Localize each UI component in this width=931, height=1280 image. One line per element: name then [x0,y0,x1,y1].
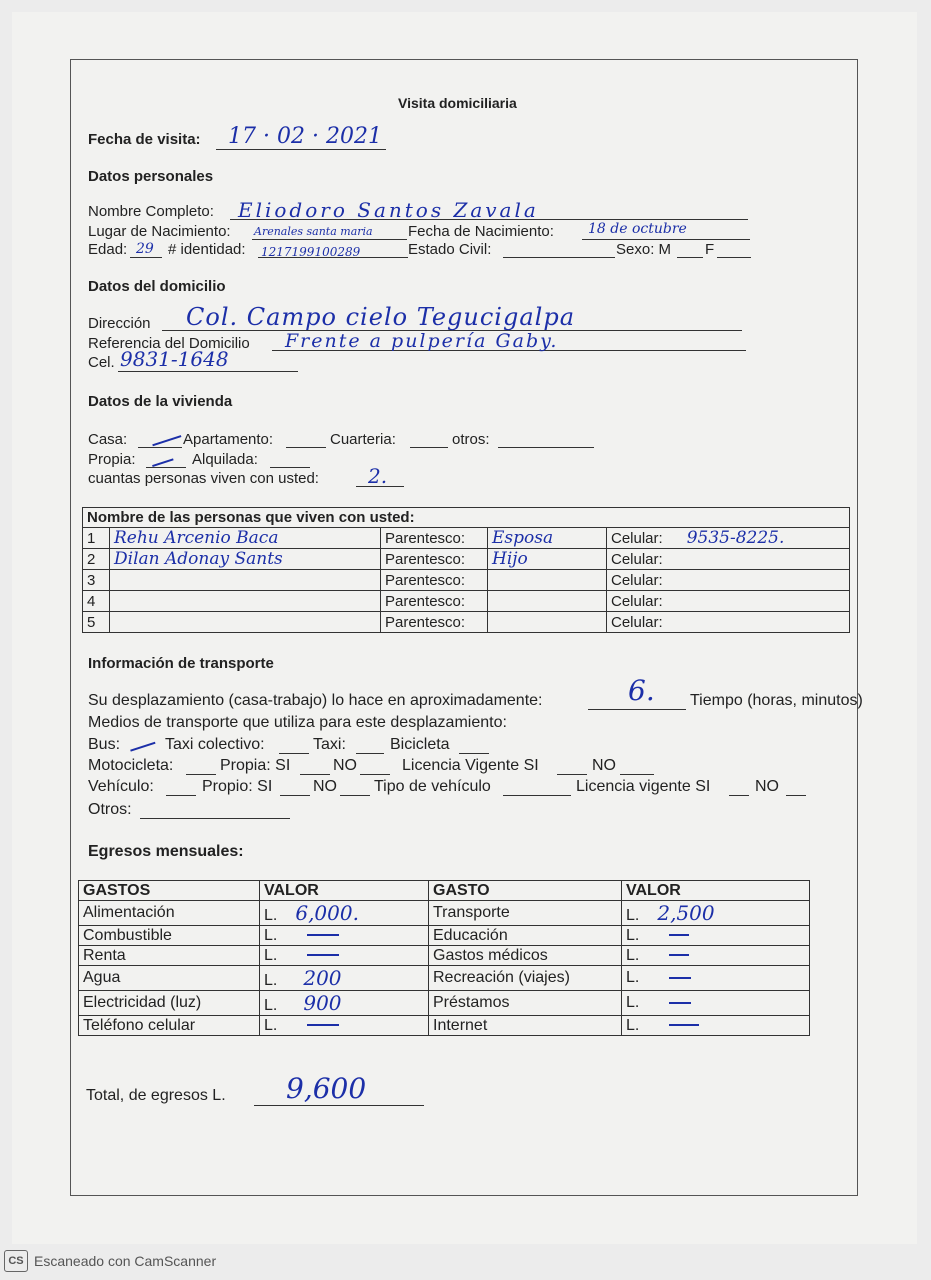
desplazamiento-label: Su desplazamiento (casa-trabajo) lo hace en aproximadamente: [88,692,543,709]
table-row [79,926,810,946]
cuantas-personas-value: 2. [368,464,388,488]
fecha-visita-value: 17 · 02 · 2021 [228,124,382,149]
table-row [83,612,850,633]
gasto-name: Educación [429,926,622,946]
motocicleta-label: Motocicleta: [88,757,174,774]
currency-label: L. [626,926,640,944]
parentesco-label: Parentesco: [385,592,466,610]
currency-label: L. [626,969,640,986]
direccion-label: Dirección [88,315,151,332]
fecha-nacimiento-label: Fecha de Nacimiento: [408,223,554,240]
row-number: 5 [83,612,110,633]
egresos-table [78,880,810,1036]
valor-header: VALOR [622,881,810,901]
gasto-name: Agua [79,966,260,991]
personas-table [82,507,850,633]
edad-value: 29 [136,241,154,257]
row-number: 2 [83,549,110,570]
currency-label: L. [626,946,640,964]
gasto-value: 200 [303,966,342,990]
propia-label: Propia: [88,451,136,468]
identidad-value: 1217199100289 [261,245,361,259]
camscanner-text: Escaneado con CamScanner [34,1253,217,1269]
gasto-name: Combustible [79,926,260,946]
table-row [83,570,850,591]
gasto-name: Alimentación [79,901,260,926]
vehiculo-licencia-no-label: NO [755,778,779,795]
tipo-vehiculo-label: Tipo de vehículo [374,778,491,795]
otros-transporte-label: Otros: [88,801,132,818]
form-title: Visita domiciliaria [398,95,517,111]
cuantas-personas-label: cuantas personas viven con usted: [88,470,319,487]
desplazamiento-value: 6. [628,674,655,707]
gasto-value: 2,500 [657,901,715,925]
lugar-nacimiento-value: Arenales santa maria [254,225,373,238]
currency-label: L. [264,997,278,1014]
moto-propia-label: Propia: SI [220,757,291,774]
fecha-visita-label: Fecha de visita: [88,131,201,148]
gasto-name: Renta [79,946,260,966]
egresos-header-row [79,881,810,901]
celular-label: Celular: [611,572,663,589]
currency-label: L. [264,907,278,924]
personas-header-row [83,508,850,528]
gasto-value: 900 [303,991,342,1015]
empty-value-dash [669,934,689,936]
row-number: 4 [83,591,110,612]
alquilada-label: Alquilada: [192,451,258,468]
casa-label: Casa: [88,431,128,448]
referencia-value: Frente a pulpería Gaby. [285,330,559,352]
estado-civil-label: Estado Civil: [408,241,492,258]
bicicleta-label: Bicicleta [390,736,450,753]
cel-label: Cel. [88,354,115,371]
currency-label: L. [264,926,278,944]
table-row [79,991,810,1016]
parentesco-label: Parentesco: [385,550,466,568]
nombre-value: Eliodoro Santos Zavala [238,198,539,222]
sexo-f-label: F [705,241,715,258]
gasto-name: Electricidad (luz) [79,991,260,1016]
vehiculo-no-label: NO [313,778,337,795]
vehiculo-propio-label: Propio: SI [202,778,273,795]
celular-label: Celular: [611,530,663,547]
parentesco-label: Parentesco: [385,571,466,589]
datos-domicilio-heading: Datos del domicilio [88,278,226,295]
taxi-colectivo-label: Taxi colectivo: [165,736,265,753]
gastos-header: GASTOS [79,881,260,901]
taxi-label: Taxi: [313,736,346,753]
fecha-nacimiento-value: 18 de octubre [588,221,687,237]
medios-transporte-label: Medios de transporte que utiliza para este desplazamiento: [88,714,507,731]
datos-vivienda-heading: Datos de la vivienda [88,393,233,410]
vehiculo-licencia-label: Licencia vigente SI [576,778,711,795]
otros-vivienda-label: otros: [452,431,490,448]
identidad-label: # identidad: [168,241,246,258]
table-row [83,549,850,570]
gasto-name: Internet [429,1016,622,1036]
camscanner-logo-icon: CS [4,1250,28,1272]
moto-licencia-no-label: NO [592,757,616,774]
currency-label: L. [626,907,640,924]
camscanner-footer [4,1250,216,1272]
table-row [79,966,810,991]
edad-label: Edad: [88,241,128,258]
persona-nombre: Dilan Adonay Sants [110,549,381,570]
transporte-heading: Información de transporte [88,655,274,672]
personas-table-header: Nombre de las personas que viven con usted: [83,508,850,528]
table-row [83,528,850,549]
gasto-name: Transporte [429,901,622,926]
currency-label: L. [264,946,278,964]
empty-value-dash [307,1024,339,1026]
lugar-nacimiento-label: Lugar de Nacimiento: [88,223,231,240]
empty-value-dash [669,1024,699,1026]
cel-value: 9831-1648 [120,347,229,371]
row-number: 3 [83,570,110,591]
parentesco-label: Parentesco: [385,613,466,631]
gasto-name: Recreación (viajes) [429,966,622,991]
gasto-header: GASTO [429,881,622,901]
egresos-heading: Egresos mensuales: [88,843,244,860]
currency-label: L. [626,1016,640,1034]
table-row [79,1016,810,1036]
persona-parentesco [488,591,607,612]
persona-nombre [110,570,381,591]
parentesco-label: Parentesco: [385,529,466,547]
gasto-name: Gastos médicos [429,946,622,966]
persona-parentesco: Hijo [488,549,607,570]
celular-label: Celular: [611,551,663,568]
moto-licencia-label: Licencia Vigente SI [402,757,539,774]
cuarteria-label: Cuarteria: [330,431,396,448]
referencia-label: Referencia del Domicilio [88,335,250,352]
empty-value-dash [669,977,691,979]
table-row [79,946,810,966]
persona-parentesco [488,570,607,591]
celular-label: Celular: [611,614,663,631]
direccion-value: Col. Campo cielo Tegucigalpa [186,303,575,331]
empty-value-dash [669,954,689,956]
row-number: 1 [83,528,110,549]
gasto-value: 6,000. [295,901,359,925]
apartamento-label: Apartamento: [183,431,274,448]
persona-celular: 9535-8225. [686,528,785,548]
persona-parentesco: Esposa [488,528,607,549]
bus-label: Bus: [88,736,121,753]
sexo-m-label: Sexo: M [616,241,672,258]
nombre-label: Nombre Completo: [88,203,214,220]
vehiculo-label: Vehículo: [88,778,154,795]
moto-no-label: NO [333,757,357,774]
gasto-name: Teléfono celular [79,1016,260,1036]
gasto-name: Préstamos [429,991,622,1016]
empty-value-dash [307,954,339,956]
datos-personales-heading: Datos personales [88,168,214,185]
persona-parentesco [488,612,607,633]
persona-nombre: Rehu Arcenio Baca [110,528,381,549]
empty-value-dash [669,1002,691,1004]
tiempo-label: Tiempo (horas, minutos) [690,692,863,709]
valor-header: VALOR [260,881,429,901]
total-egresos-value: 9,600 [286,1072,367,1105]
persona-nombre [110,591,381,612]
currency-label: L. [264,1016,278,1034]
persona-nombre [110,612,381,633]
table-row [83,591,850,612]
currency-label: L. [626,994,640,1011]
currency-label: L. [264,972,278,989]
total-egresos-label: Total, de egresos L. [86,1087,226,1104]
celular-label: Celular: [611,593,663,610]
empty-value-dash [307,934,339,936]
table-row [79,901,810,926]
